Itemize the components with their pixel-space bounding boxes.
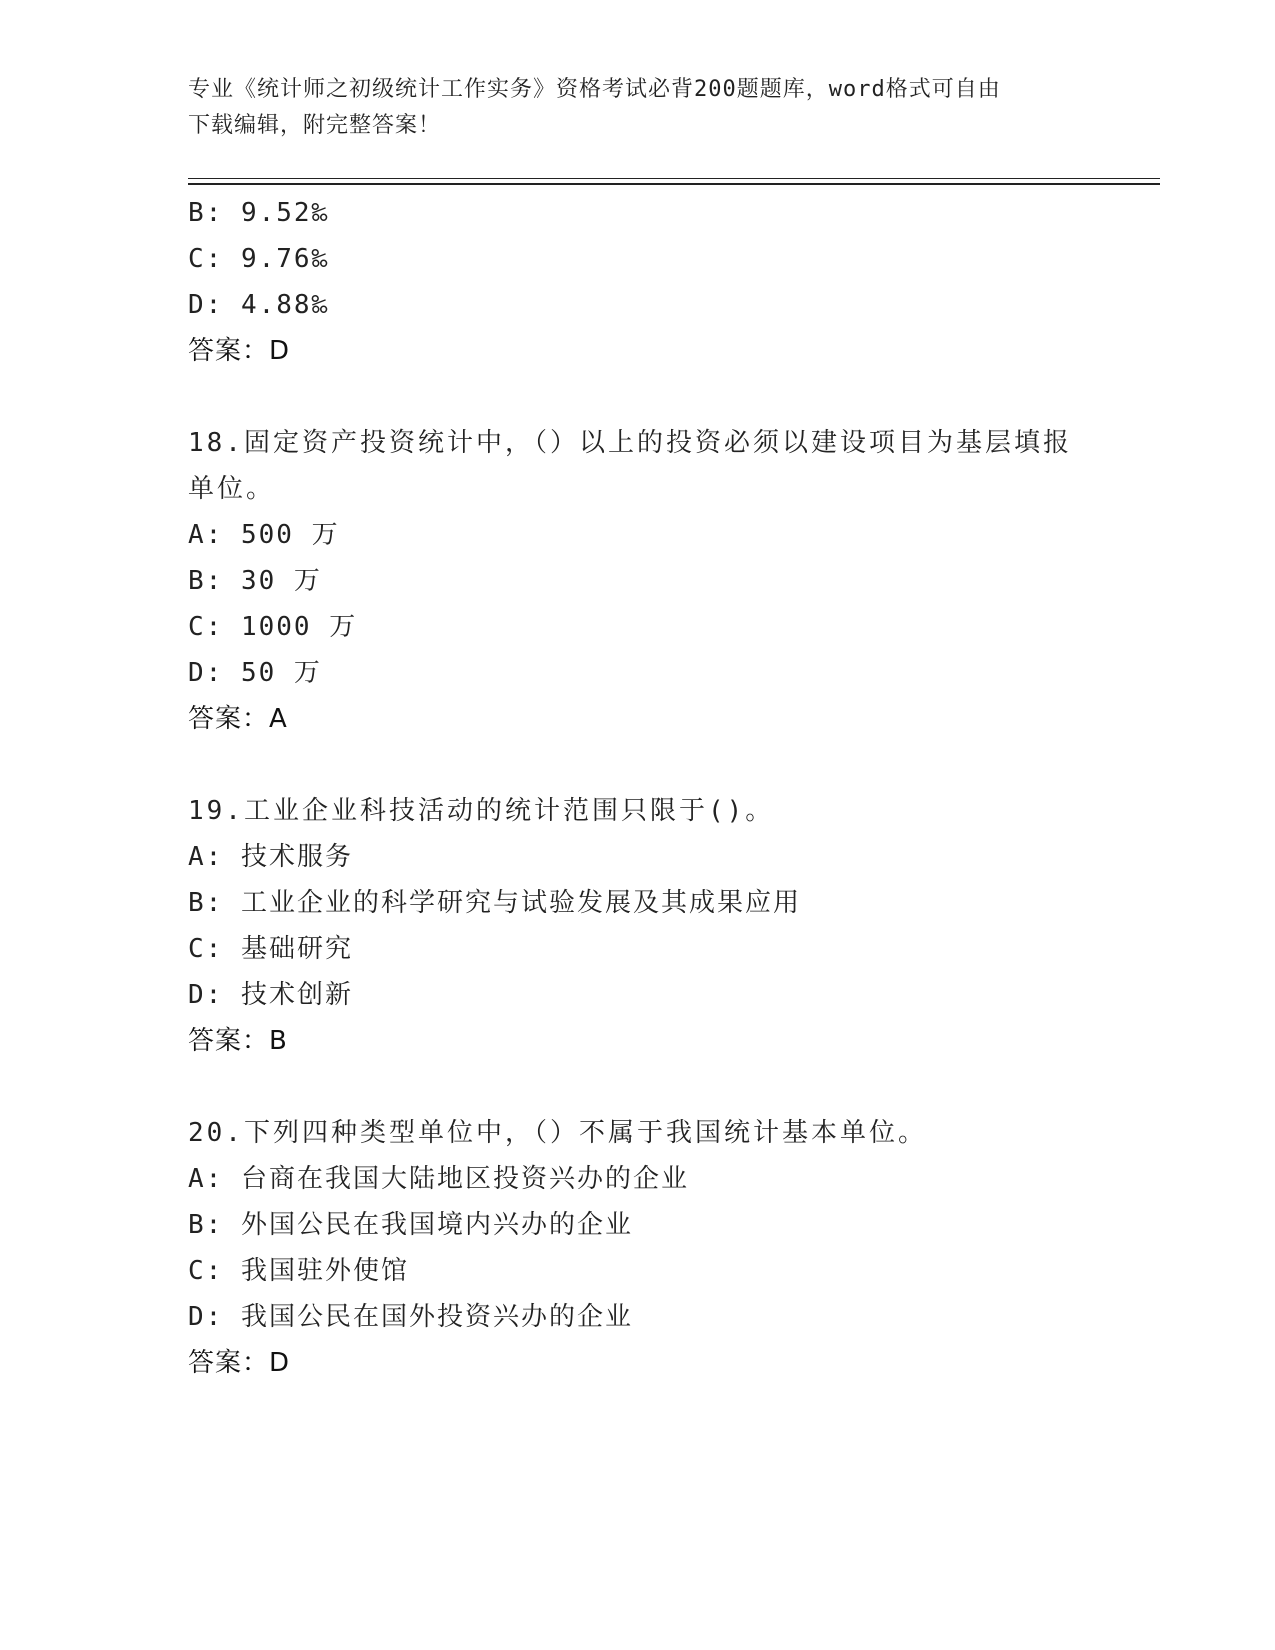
option-c: [188, 1248, 1088, 1294]
option-separator: :: [205, 1164, 241, 1194]
answer-line: [188, 1018, 1088, 1064]
option-text: 9.52‰: [240, 198, 330, 228]
option-separator: :: [205, 290, 241, 320]
option-text: 我国公民在国外投资兴办的企业: [240, 1302, 633, 1332]
answer-value: B: [269, 1026, 288, 1056]
question-stem: [188, 420, 1088, 512]
option-c: [188, 236, 1088, 282]
answer-label: 答案：: [188, 704, 270, 734]
header-divider-thin: [188, 178, 1160, 179]
option-text: 我国驻外使馆: [240, 1256, 409, 1286]
option-separator: :: [205, 566, 241, 596]
header-line-1: 专业《统计师之初级统计工作实务》资格考试必背200题题库，word格式可自由: [188, 77, 1001, 102]
question-19: [188, 788, 1088, 1064]
option-letter: C: [188, 1256, 206, 1286]
answer-value: D: [269, 336, 291, 366]
answer-label: 答案：: [188, 1026, 270, 1056]
option-separator: :: [205, 980, 241, 1010]
option-b: [188, 1202, 1088, 1248]
option-b: [188, 558, 1088, 604]
option-text: 50 万: [240, 658, 322, 688]
document-body: [188, 190, 1088, 1386]
header-divider-thick: [188, 183, 1160, 185]
option-letter: C: [188, 612, 206, 642]
option-text: 台商在我国大陆地区投资兴办的企业: [240, 1164, 689, 1194]
option-separator: :: [205, 1210, 241, 1240]
option-separator: :: [205, 842, 241, 872]
option-b: [188, 880, 1088, 926]
question-stem-line-2: 单位。: [188, 474, 276, 504]
option-letter: A: [188, 520, 206, 550]
option-b: [188, 190, 1088, 236]
option-separator: :: [205, 198, 241, 228]
answer-line: [188, 1340, 1088, 1386]
question-20: [188, 1110, 1088, 1386]
option-separator: :: [205, 520, 241, 550]
option-letter: C: [188, 244, 206, 274]
option-separator: :: [205, 1302, 241, 1332]
option-text: 工业企业的科学研究与试验发展及其成果应用: [240, 888, 801, 918]
prev-question-block: [188, 190, 1088, 374]
option-separator: :: [205, 888, 241, 918]
option-separator: :: [205, 1256, 241, 1286]
option-d: [188, 650, 1088, 696]
spacer: [188, 374, 1088, 420]
question-stem-line-1: 18.固定资产投资统计中，（）以上的投资必须以建设项目为基层填报: [188, 428, 1072, 458]
question-stem: [188, 1110, 1088, 1156]
option-text: 1000 万: [240, 612, 358, 642]
header-line-2: 下载编辑，附完整答案！: [188, 113, 442, 138]
answer-label: 答案：: [188, 1348, 270, 1378]
option-letter: B: [188, 888, 206, 918]
answer-value: A: [269, 704, 288, 734]
option-text: 基础研究: [240, 934, 353, 964]
option-text: 30 万: [240, 566, 322, 596]
answer-line: [188, 696, 1088, 742]
document-header: [188, 72, 1088, 144]
option-letter: D: [188, 1302, 206, 1332]
option-text: 技术创新: [240, 980, 353, 1010]
question-stem-line-1: 20.下列四种类型单位中，（）不属于我国统计基本单位。: [188, 1118, 927, 1148]
option-a: [188, 512, 1088, 558]
option-letter: B: [188, 1210, 206, 1240]
spacer: [188, 742, 1088, 788]
option-text: 技术服务: [240, 842, 353, 872]
option-c: [188, 604, 1088, 650]
option-letter: A: [188, 842, 206, 872]
question-stem: [188, 788, 1088, 834]
option-a: [188, 834, 1088, 880]
option-letter: D: [188, 980, 206, 1010]
option-letter: D: [188, 658, 206, 688]
answer-line: [188, 328, 1088, 374]
option-text: 外国公民在我国境内兴办的企业: [240, 1210, 633, 1240]
option-text: 4.88‰: [240, 290, 330, 320]
answer-label: 答案：: [188, 336, 270, 366]
option-separator: :: [205, 934, 241, 964]
option-letter: C: [188, 934, 206, 964]
question-18: [188, 420, 1088, 742]
option-text: 500 万: [240, 520, 340, 550]
option-letter: B: [188, 566, 206, 596]
option-text: 9.76‰: [240, 244, 330, 274]
option-a: [188, 1156, 1088, 1202]
option-separator: :: [205, 612, 241, 642]
question-stem-line-1: 19.工业企业科技活动的统计范围只限于()。: [188, 796, 775, 826]
option-c: [188, 926, 1088, 972]
spacer: [188, 1064, 1088, 1110]
option-letter: A: [188, 1164, 206, 1194]
option-separator: :: [205, 244, 241, 274]
option-d: [188, 282, 1088, 328]
option-letter: B: [188, 198, 206, 228]
option-separator: :: [205, 658, 241, 688]
option-d: [188, 972, 1088, 1018]
option-d: [188, 1294, 1088, 1340]
answer-value: D: [269, 1348, 291, 1378]
option-letter: D: [188, 290, 206, 320]
